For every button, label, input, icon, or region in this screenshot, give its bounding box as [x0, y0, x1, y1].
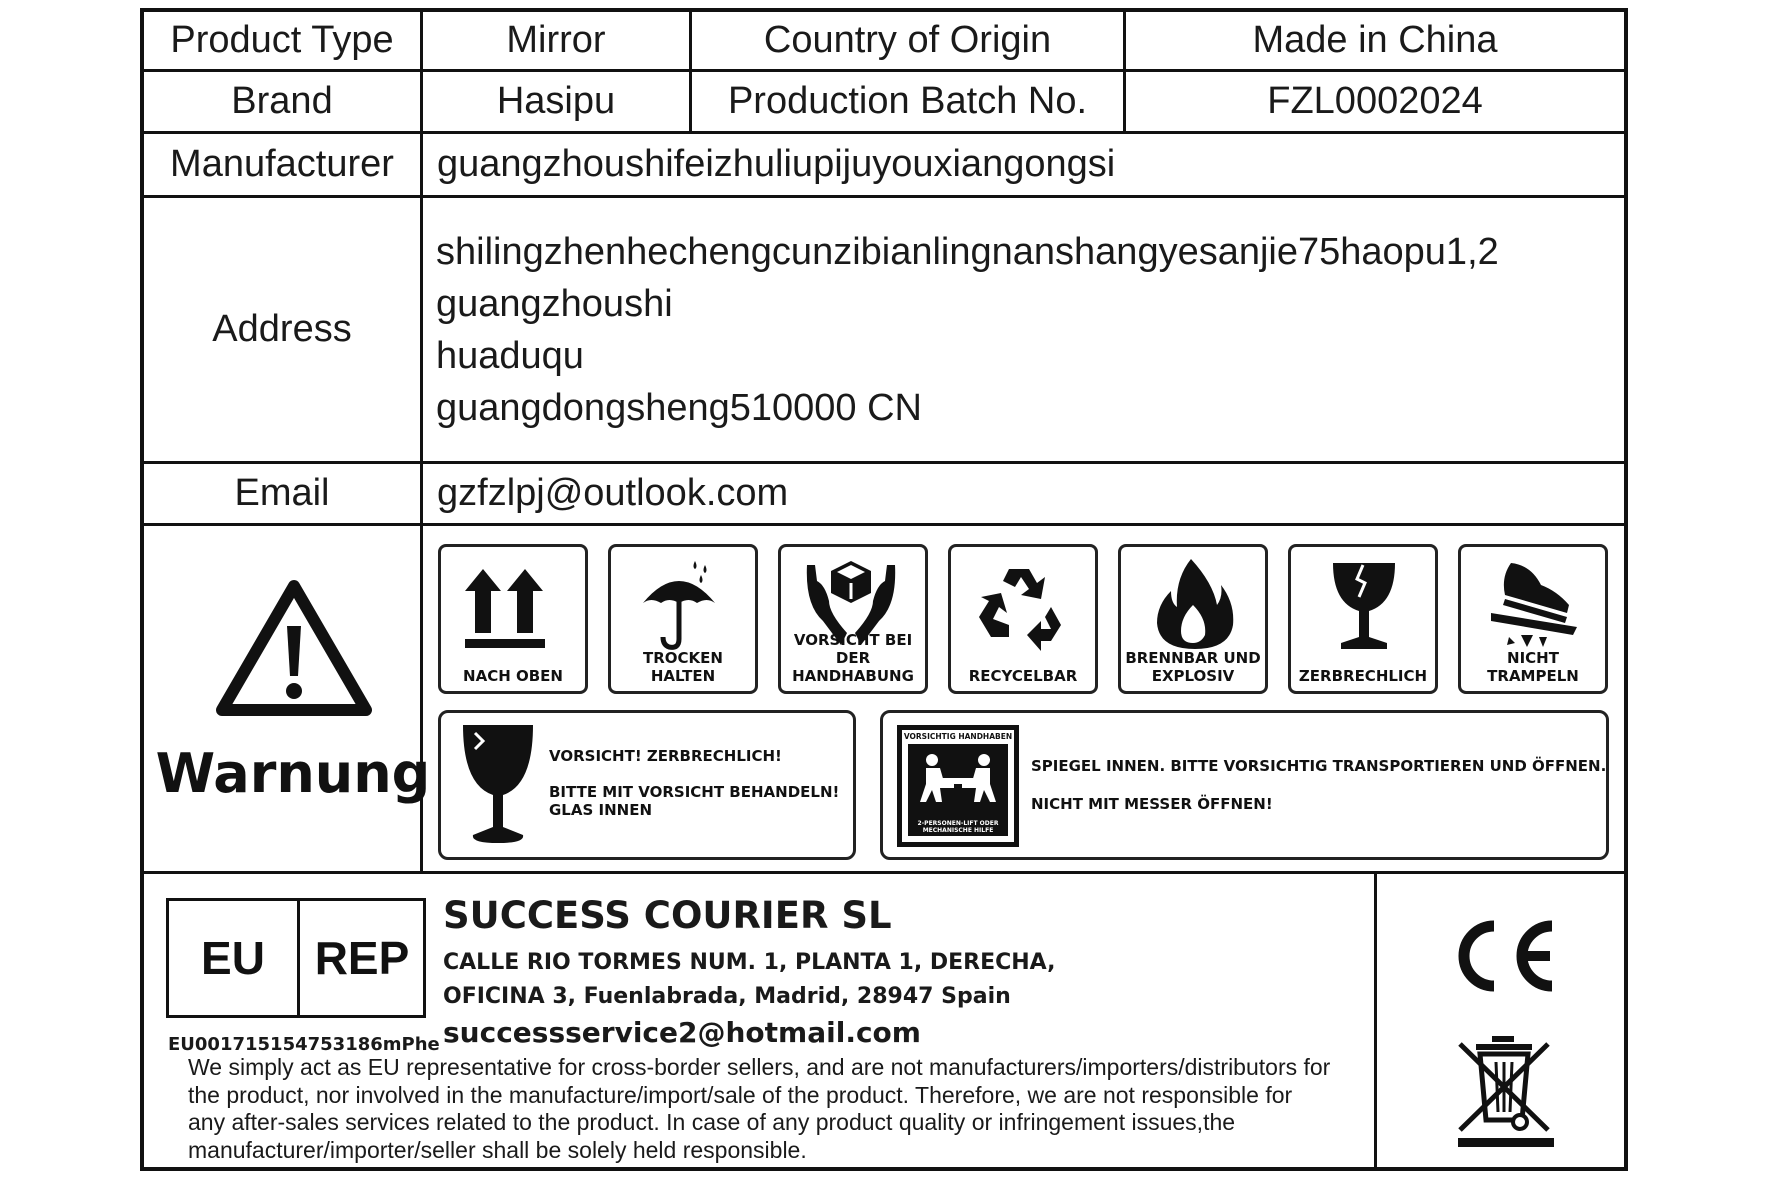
disclaimer-line: manufacturer/importer/seller shall be solely held responsible. — [188, 1136, 807, 1163]
address-line: guangzhoushi — [436, 283, 673, 325]
batch-label: Production Batch No. — [727, 80, 1088, 122]
eu-rep-disclaimer — [188, 1054, 1368, 1164]
fragile-line-2: BITTE MIT VORSICHT BEHANDELN! — [549, 783, 840, 801]
handling-badge-sub-line: 2-PERSONEN-LIFT ODER — [917, 820, 999, 827]
fragile-warning-box — [438, 710, 856, 860]
crossed-bin-icon — [1452, 1034, 1562, 1150]
product-type-value: Mirror — [506, 19, 606, 61]
eu-rep-address-2: OFICINA 3, Fuenlabrada, Madrid, 28947 Spain — [443, 984, 1011, 1009]
handling-badge — [897, 725, 1019, 847]
arrows-up-icon — [461, 555, 567, 653]
ce-mark-icon — [1448, 918, 1558, 994]
shoe-trample-icon — [1481, 555, 1587, 653]
icon-box-handhabung — [778, 544, 928, 694]
icon-caption: NICHT TRAMPELN — [1487, 649, 1579, 685]
eu-rep-address-1: CALLE RIO TORMES NUM. 1, PLANTA 1, DERECHA, — [443, 950, 1056, 975]
batch-value: FZL0002024 — [1267, 80, 1483, 122]
warning-triangle-icon — [214, 578, 374, 720]
icon-caption: ZERBRECHLICH — [1298, 667, 1428, 685]
icon-caption: BRENNBAR UND — [1125, 649, 1261, 667]
eu-rep-eu: EU — [201, 932, 265, 984]
handling-warning-box — [880, 710, 1609, 860]
icon-caption: HANDHABUNG — [792, 667, 914, 685]
handling-badge-pictogram — [908, 744, 1008, 836]
address-value — [436, 226, 1499, 434]
address-line: huaduqu — [436, 335, 584, 377]
disclaimer-line: We simply act as EU representative for cross-border sellers, and are not manufacturers/importers/distributors for — [188, 1054, 1331, 1080]
handling-badge-sub — [908, 820, 1008, 834]
icon-box-nach-oben — [438, 544, 588, 694]
icon-caption: NACH OBEN — [463, 667, 563, 685]
handling-line-1: SPIEGEL INNEN. BITTE VORSICHTIG TRANSPORTIEREN UND ÖFFNEN. — [1031, 757, 1607, 775]
country-value: Made in China — [1252, 19, 1498, 61]
fragile-glass-icon — [461, 723, 535, 851]
flame-icon — [1141, 555, 1247, 653]
handling-line-2: NICHT MIT MESSER ÖFFNEN! — [1031, 795, 1273, 813]
address-label: Address — [212, 308, 352, 350]
icon-box-brennbar — [1118, 544, 1268, 694]
eu-rep-badge — [166, 898, 426, 1018]
two-person-lift-icon — [914, 750, 1002, 814]
address-line: shilingzhenhechengcunzibianlingnanshangyesanjie75haopu1,2 — [436, 231, 1499, 273]
row-divider — [142, 523, 1626, 526]
icon-box-zerbrechlich — [1288, 544, 1438, 694]
country-label: Country of Origin — [763, 19, 1052, 61]
eu-rep-company: SUCCESS COURIER SL — [443, 894, 892, 937]
manufacturer-value: guangzhoushifeizhuliupijuyouxiangongsi — [437, 143, 1116, 185]
email-label: Email — [234, 472, 330, 514]
row-divider — [142, 871, 1626, 874]
handling-badge-title: VORSICHTIG HANDHABEN — [903, 732, 1013, 741]
broken-glass-icon — [1311, 555, 1417, 653]
disclaimer-line: any after-sales services related to the product. In case of any product quality or infringement issues,the — [188, 1109, 1236, 1135]
eu-rep-email: successservice2@hotmail.com — [443, 1016, 921, 1049]
brand-label: Brand — [231, 80, 333, 122]
icon-caption: HALTEN — [650, 667, 716, 685]
icon-caption: TROCKEN — [643, 649, 723, 667]
icon-caption: VORSICHT BEI DER — [793, 631, 913, 667]
eu-rep-rep: REP — [314, 932, 410, 984]
icon-box-recycelbar — [948, 544, 1098, 694]
eu-rep-code: EU001715154753186mPhe — [168, 1034, 440, 1055]
col-divider — [1374, 873, 1377, 1169]
disclaimer-line: the product, nor involved in the manufacture/import/sale of the product. Therefore, we are not responsible for — [188, 1081, 1293, 1108]
address-line: guangdongsheng510000 CN — [436, 387, 922, 429]
icon-caption: EXPLOSIV — [1151, 667, 1235, 685]
email-value: gzfzlpj@outlook.com — [437, 472, 789, 514]
icon-box-trocken — [608, 544, 758, 694]
warning-title: Warnung — [155, 742, 431, 805]
fragile-line-3: GLAS INNEN — [549, 801, 652, 819]
umbrella-icon — [631, 555, 737, 653]
brand-value: Hasipu — [496, 80, 616, 122]
icon-caption: RECYCELBAR — [968, 667, 1078, 685]
product-type-label: Product Type — [170, 19, 394, 61]
fragile-line-1: VORSICHT! ZERBRECHLICH! — [549, 747, 782, 765]
handling-badge-sub-line: MECHANISCHE HILFE — [922, 827, 994, 834]
recycle-icon — [971, 555, 1077, 653]
icon-box-trampeln — [1458, 544, 1608, 694]
manufacturer-label: Manufacturer — [170, 143, 394, 185]
